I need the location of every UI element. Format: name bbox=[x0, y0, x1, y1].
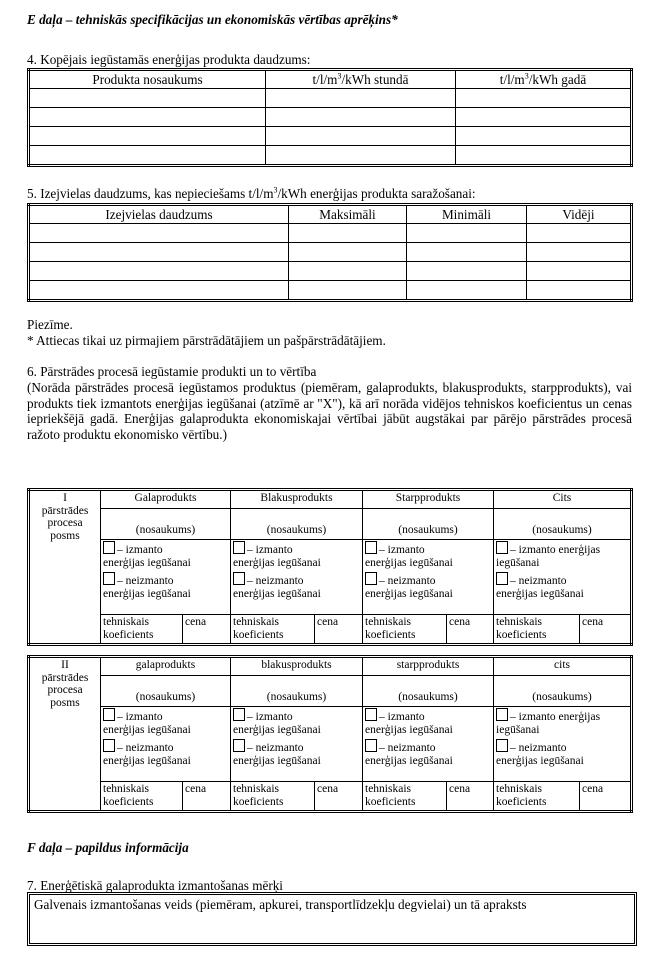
name-field[interactable]: (nosaukums) bbox=[101, 509, 231, 540]
checkbox[interactable] bbox=[365, 541, 377, 554]
table-row bbox=[29, 224, 632, 243]
name-field[interactable]: (nosaukums) bbox=[363, 509, 494, 540]
stage-2-head-by: blakusprodukts bbox=[231, 657, 363, 676]
price-field[interactable]: cena bbox=[447, 782, 494, 812]
usage-options: – izmanto enerģijas iegūšanai – neizmanto enerģijas iegūšanai bbox=[231, 707, 363, 782]
usage-options: – izmanto enerģijas iegūšanai – neizmanto enerģijas iegūšanai bbox=[363, 540, 494, 615]
tech-coefficient-field[interactable]: tehniskais koeficients bbox=[231, 782, 315, 812]
q6-label: 6. Pārstrādes procesā iegūstamie produkti un to vērtība bbox=[27, 364, 317, 379]
name-field[interactable]: (nosaukums) bbox=[494, 676, 632, 707]
note-text: * Attiecas tikai uz pirmajiem pārstrādātājiem un pašpārstrādātājiem. bbox=[27, 333, 386, 348]
stage-1-head-by: Blakusprodukts bbox=[231, 490, 363, 509]
q4-col-per-hour: $t/l/m^3$/kWh stundā bbox=[266, 70, 456, 89]
q4-col-product-name: Produkta nosaukums bbox=[29, 70, 266, 89]
checkbox[interactable] bbox=[496, 541, 508, 554]
q5-col-max: Maksimāli bbox=[289, 205, 407, 224]
q4-table bbox=[27, 68, 633, 167]
q7-box-label: Galvenais izmantošanas veids (piemēram, apkurei, transportlīdzekļu degvielai) un tā apraksts bbox=[34, 897, 527, 912]
q4-col-per-year: $t/l/m^3$/kWh gadā bbox=[456, 70, 632, 89]
q7-purpose-field[interactable] bbox=[27, 892, 637, 946]
stage-1-head-final: Galaprodukts bbox=[101, 490, 231, 509]
checkbox[interactable] bbox=[233, 572, 245, 585]
checkbox[interactable] bbox=[103, 541, 115, 554]
q5-table bbox=[27, 203, 633, 302]
q5-col-raw-material: Izejvielas daudzums bbox=[29, 205, 289, 224]
q5-col-min: Minimāli bbox=[407, 205, 527, 224]
price-field[interactable]: cena bbox=[447, 615, 494, 645]
usage-options: – izmanto enerģijas iegūšanai – neizmanto enerģijas iegūšanai bbox=[494, 540, 632, 615]
checkbox[interactable] bbox=[496, 572, 508, 585]
checkbox[interactable] bbox=[103, 572, 115, 585]
q5-label: 5. Izejvielas daudzums, kas nepieciešams $t/l/m^3$/kWh enerģijas produkta saražošanai: bbox=[27, 185, 476, 201]
price-field[interactable]: cena bbox=[580, 615, 632, 645]
table-row bbox=[29, 108, 632, 127]
usage-options: – izmanto enerģijas iegūšanai – neizmanto enerģijas iegūšanai bbox=[101, 707, 231, 782]
checkbox[interactable] bbox=[365, 739, 377, 752]
table-row bbox=[29, 262, 632, 281]
name-field[interactable]: (nosaukums) bbox=[363, 676, 494, 707]
tech-coefficient-field[interactable]: tehniskais koeficients bbox=[101, 615, 183, 645]
checkbox[interactable] bbox=[496, 739, 508, 752]
table-row bbox=[29, 243, 632, 262]
stage-1-label: I pārstrādes procesa posms bbox=[29, 490, 101, 645]
price-field[interactable]: cena bbox=[183, 615, 231, 645]
checkbox[interactable] bbox=[233, 739, 245, 752]
price-field[interactable]: cena bbox=[183, 782, 231, 812]
tech-coefficient-field[interactable]: tehniskais koeficients bbox=[101, 782, 183, 812]
stage-2-head-other: cits bbox=[494, 657, 632, 676]
table-row bbox=[29, 146, 632, 166]
tech-coefficient-field[interactable]: tehniskais koeficients bbox=[494, 782, 580, 812]
tech-coefficient-field[interactable]: tehniskais koeficients bbox=[363, 615, 447, 645]
checkbox[interactable] bbox=[233, 708, 245, 721]
usage-options: – izmanto enerģijas iegūšanai – neizmanto enerģijas iegūšanai bbox=[494, 707, 632, 782]
q4-label: 4. Kopējais iegūstamās enerģijas produkta daudzums: bbox=[27, 52, 311, 67]
name-field[interactable]: (nosaukums) bbox=[494, 509, 632, 540]
q7-label: 7. Enerģētiskā galaprodukta izmantošanas mērķi bbox=[27, 878, 283, 893]
checkbox[interactable] bbox=[365, 572, 377, 585]
price-field[interactable]: cena bbox=[315, 782, 363, 812]
tech-coefficient-field[interactable]: tehniskais koeficients bbox=[363, 782, 447, 812]
usage-options: – izmanto enerģijas iegūšanai – neizmanto enerģijas iegūšanai bbox=[231, 540, 363, 615]
table-row bbox=[29, 127, 632, 146]
section-e-title: E daļa – tehniskās specifikācijas un ekonomiskās vērtības aprēķins* bbox=[27, 12, 398, 27]
stage-2-label: II pārstrādes procesa posms bbox=[29, 657, 101, 812]
price-field[interactable]: cena bbox=[315, 615, 363, 645]
checkbox[interactable] bbox=[103, 739, 115, 752]
note-label: Piezīme. bbox=[27, 317, 73, 332]
usage-options: – izmanto enerģijas iegūšanai – neizmanto enerģijas iegūšanai bbox=[101, 540, 231, 615]
stage-2-table bbox=[27, 655, 633, 813]
tech-coefficient-field[interactable]: tehniskais koeficients bbox=[494, 615, 580, 645]
table-row bbox=[29, 281, 632, 301]
checkbox[interactable] bbox=[233, 541, 245, 554]
tech-coefficient-field[interactable]: tehniskais koeficients bbox=[231, 615, 315, 645]
stage-1-table bbox=[27, 488, 633, 646]
checkbox[interactable] bbox=[103, 708, 115, 721]
stage-1-head-other: Cits bbox=[494, 490, 632, 509]
price-field[interactable]: cena bbox=[580, 782, 632, 812]
stage-2-head-intermediate: starpprodukts bbox=[363, 657, 494, 676]
q5-col-avg: Vidēji bbox=[527, 205, 632, 224]
usage-options: – izmanto enerģijas iegūšanai – neizmanto enerģijas iegūšanai bbox=[363, 707, 494, 782]
name-field[interactable]: (nosaukums) bbox=[101, 676, 231, 707]
table-row bbox=[29, 89, 632, 108]
stage-2-head-final: galaprodukts bbox=[101, 657, 231, 676]
name-field[interactable]: (nosaukums) bbox=[231, 676, 363, 707]
q6-description: (Norāda pārstrādes procesā iegūstamos produktus (piemēram, galaprodukts, blakusprodukts, starpprodukts), vai produkts tiek izmantots enerģijas iegūšanai (atzīmē ar "X"), kā arī norāda vidējos tehniskos koeficientus un cenas iepriekšējā gadā. Enerģijas galaprodukta ekonomiskajai vērtībai jābūt augstākai par pārējo pārstrādes procesā ražoto produktu ekonomisko vērtību.) bbox=[27, 380, 632, 442]
stage-1-head-intermediate: Starpprodukts bbox=[363, 490, 494, 509]
checkbox[interactable] bbox=[365, 708, 377, 721]
name-field[interactable]: (nosaukums) bbox=[231, 509, 363, 540]
checkbox[interactable] bbox=[496, 708, 508, 721]
section-f-title: F daļa – papildus informācija bbox=[27, 840, 189, 855]
